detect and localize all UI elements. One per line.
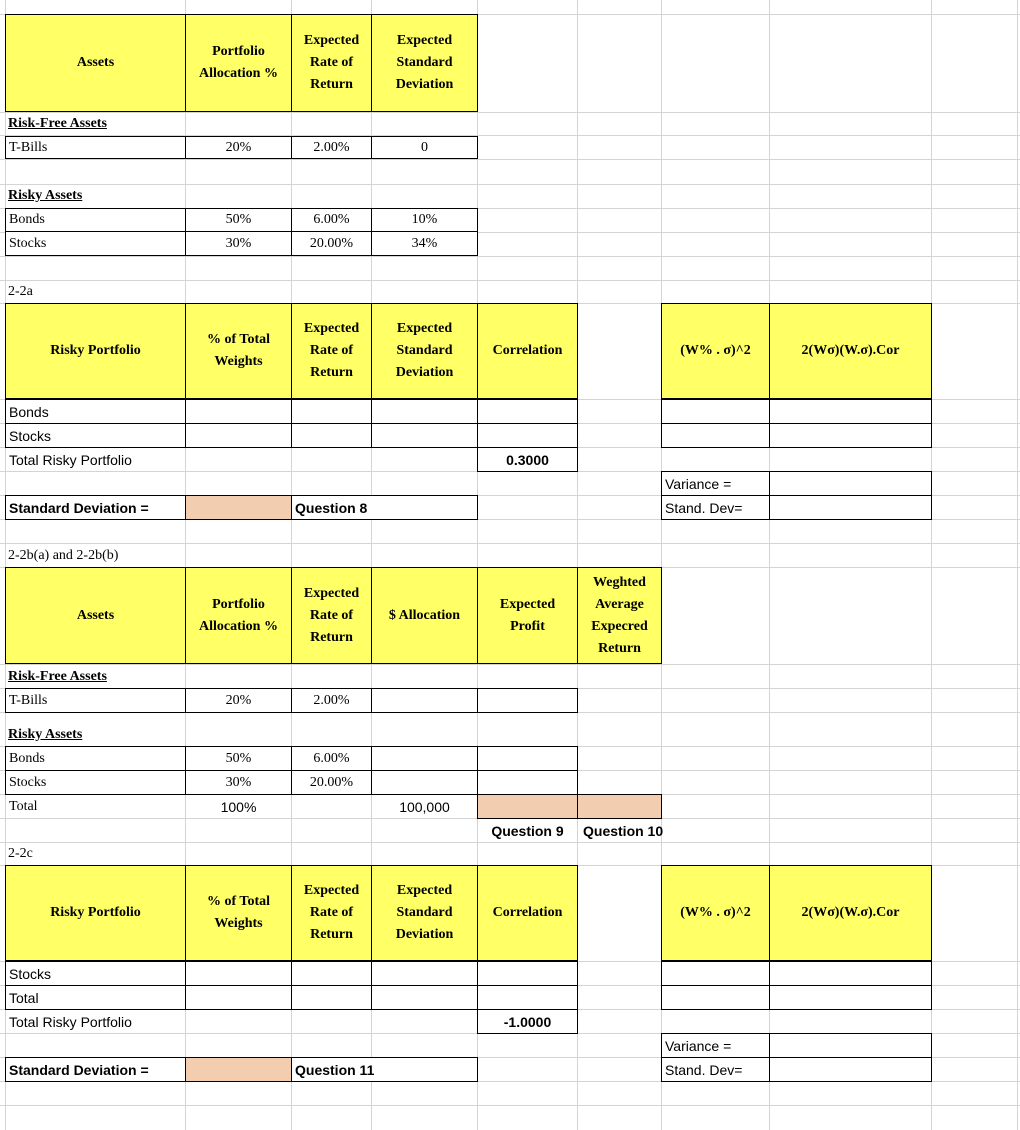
risk-free-assets-label: Risk-Free Assets <box>8 668 107 684</box>
header-text: Return <box>310 927 353 942</box>
header-text: Deviation <box>395 365 454 380</box>
header-expected-sd[interactable] <box>371 865 478 961</box>
std-dev-answer-cell[interactable] <box>185 495 292 520</box>
total-risky-portfolio-label: Total Risky Portfolio <box>9 451 132 468</box>
header-expected-sd[interactable] <box>371 14 478 112</box>
header-text: Expected <box>396 33 453 48</box>
question-11-label: Question 11 <box>291 1057 478 1082</box>
header-text: Standard <box>396 905 453 920</box>
question-10-label: Question 10 <box>583 822 664 839</box>
stocks-rate[interactable] <box>291 423 372 448</box>
tbills-allocation[interactable]: 20% <box>185 688 292 713</box>
stocks-label: Stocks <box>9 965 52 982</box>
header-risky-portfolio[interactable] <box>5 865 186 961</box>
header-correlation[interactable] <box>477 865 578 961</box>
header-text: % of Total <box>206 894 270 909</box>
header-risky-portfolio[interactable] <box>5 303 186 399</box>
stocks-sd[interactable]: 34% <box>371 231 478 256</box>
stocks-rate[interactable] <box>291 961 372 986</box>
tbills-rate[interactable]: 2.00% <box>291 688 372 713</box>
header-text: Return <box>598 640 641 656</box>
total-cov-term[interactable] <box>769 985 932 1010</box>
question-9-answer-cell[interactable] <box>477 794 578 819</box>
header-portfolio-allocation[interactable] <box>185 14 292 112</box>
header-expected-rate[interactable] <box>291 865 372 961</box>
header-text: Expected <box>303 321 360 336</box>
header-text: $ Allocation <box>388 607 461 623</box>
bonds-correlation[interactable] <box>477 399 578 424</box>
stocks-profit[interactable] <box>477 770 578 795</box>
header-text: Weights <box>214 916 263 931</box>
stocks-w-sigma-sq[interactable] <box>661 961 770 986</box>
header-text: Rate of <box>309 343 354 358</box>
header-w-sigma-squared[interactable] <box>661 865 770 961</box>
header-pct-total[interactable] <box>185 865 292 961</box>
gridline <box>0 159 1020 160</box>
correlation-value[interactable]: 0.3000 <box>477 447 578 472</box>
bonds-rate[interactable]: 6.00% <box>291 208 372 232</box>
stand-dev-value[interactable] <box>769 1057 932 1082</box>
header-text: Correlation <box>492 343 563 358</box>
header-expected-sd[interactable] <box>371 303 478 399</box>
header-text: Return <box>310 365 353 380</box>
header-text: Rate of <box>309 607 354 623</box>
bonds-allocation[interactable]: 50% <box>185 746 292 771</box>
stand-dev-value[interactable] <box>769 495 932 520</box>
gridline <box>0 1105 1020 1106</box>
header-text: Allocation % <box>199 618 278 634</box>
variance-label: Variance = <box>661 1033 770 1058</box>
stocks-correlation[interactable] <box>477 423 578 448</box>
bonds-label: Bonds <box>9 403 49 420</box>
header-text: Return <box>310 77 353 92</box>
risky-assets-label: Risky Assets <box>8 188 83 203</box>
tbills-profit[interactable] <box>477 688 578 713</box>
question-8-label: Question 8 <box>291 495 478 520</box>
total-sd[interactable] <box>371 985 478 1010</box>
header-text: 2(Wσ)(W.σ).Cor <box>801 343 900 358</box>
header-text: Rate of <box>309 905 354 920</box>
header-portfolio-allocation[interactable] <box>185 567 292 664</box>
variance-value[interactable] <box>769 1033 932 1058</box>
variance-label: Variance = <box>661 471 770 496</box>
gridline <box>0 256 1020 257</box>
bonds-dollar[interactable] <box>371 746 478 771</box>
std-dev-answer-cell[interactable] <box>185 1057 292 1082</box>
bonds-rate[interactable] <box>291 399 372 424</box>
risky-assets-label: Risky Assets <box>8 726 83 742</box>
header-assets[interactable] <box>5 567 186 664</box>
header-text: Expecred <box>591 618 648 634</box>
header-pct-total[interactable] <box>185 303 292 399</box>
stocks-sd[interactable] <box>371 423 478 448</box>
bonds-profit[interactable] <box>477 746 578 771</box>
header-dollar-allocation[interactable] <box>371 567 478 664</box>
header-expected-rate[interactable] <box>291 303 372 399</box>
bonds-allocation[interactable]: 50% <box>185 208 292 232</box>
header-text: Risky Portfolio <box>50 343 141 358</box>
total-label: Total <box>9 798 38 814</box>
bonds-rate[interactable]: 6.00% <box>291 746 372 771</box>
stocks-allocation[interactable]: 30% <box>185 231 292 256</box>
total-risky-portfolio-label: Total Risky Portfolio <box>9 1013 132 1030</box>
stand-dev-label: Stand. Dev= <box>661 1057 770 1082</box>
stocks-weight[interactable] <box>185 423 292 448</box>
header-covariance-term[interactable] <box>769 865 932 961</box>
std-dev-label: Standard Deviation = <box>5 1057 186 1082</box>
section-2b-label: 2-2b(a) and 2-2b(b) <box>8 547 119 563</box>
stocks-allocation[interactable]: 30% <box>185 770 292 795</box>
header-w-sigma-squared[interactable] <box>661 303 770 399</box>
bonds-label[interactable]: Bonds <box>5 208 186 232</box>
header-expected-profit[interactable] <box>477 567 578 664</box>
bonds-sd[interactable] <box>371 399 478 424</box>
header-text: Weghted <box>593 574 646 590</box>
header-text: Expected <box>396 321 453 336</box>
cell-box[interactable] <box>5 399 186 424</box>
question-9-label: Question 9 <box>491 822 564 839</box>
bonds-sd[interactable]: 10% <box>371 208 478 232</box>
tbills-sd[interactable]: 0 <box>371 136 478 159</box>
bonds-w-sigma-sq[interactable] <box>661 399 770 424</box>
header-text: 2(Wσ)(W.σ).Cor <box>801 905 900 920</box>
header-text: (W% . σ)^2 <box>680 343 751 358</box>
header-text: Expected <box>303 33 360 48</box>
total-w-sigma-sq[interactable] <box>661 985 770 1010</box>
header-text: Standard <box>396 343 453 358</box>
stocks-dollar[interactable] <box>371 770 478 795</box>
stocks-rate[interactable]: 20.00% <box>291 770 372 795</box>
header-text: Risky Portfolio <box>50 905 141 920</box>
stocks-cov-term[interactable] <box>769 961 932 986</box>
correlation-value[interactable]: -1.0000 <box>477 1009 578 1034</box>
header-expected-rate[interactable] <box>291 14 372 112</box>
header-text: Expected <box>396 883 453 898</box>
header-text: Weights <box>214 354 263 369</box>
stocks-label: Stocks <box>9 427 52 444</box>
bonds-cov-term[interactable] <box>769 399 932 424</box>
header-text: Portfolio <box>212 596 265 612</box>
header-text: Standard <box>396 55 453 70</box>
header-covariance-term[interactable] <box>769 303 932 399</box>
stocks-rate[interactable]: 20.00% <box>291 231 372 256</box>
section-2c-label: 2-2c <box>8 846 33 861</box>
stand-dev-label: Stand. Dev= <box>661 495 770 520</box>
header-weighted-return[interactable] <box>577 567 662 664</box>
total-label: Total <box>9 989 39 1006</box>
stocks-label[interactable]: Stocks <box>5 770 186 795</box>
total-dollar[interactable]: 100,000 <box>399 798 450 815</box>
std-dev-label: Standard Deviation = <box>5 495 186 520</box>
tbills-dollar[interactable] <box>371 688 478 713</box>
header-expected-rate[interactable] <box>291 567 372 664</box>
header-text: Profit <box>510 618 545 634</box>
total-allocation[interactable]: 100% <box>220 798 257 815</box>
stocks-correlation[interactable] <box>477 961 578 986</box>
stocks-weight[interactable] <box>185 961 292 986</box>
tbills-label[interactable]: T-Bills <box>5 136 186 159</box>
stocks-label[interactable]: Stocks <box>5 231 186 256</box>
tbills-rate[interactable]: 2.00% <box>291 136 372 159</box>
total-correlation[interactable] <box>477 985 578 1010</box>
header-assets[interactable] <box>5 14 186 112</box>
total-weight[interactable] <box>185 985 292 1010</box>
stocks-sd[interactable] <box>371 961 478 986</box>
tbills-label[interactable]: T-Bills <box>5 688 186 713</box>
header-text: Expected <box>499 596 556 612</box>
header-text: Expected <box>303 883 360 898</box>
bonds-label[interactable]: Bonds <box>5 746 186 771</box>
header-correlation[interactable] <box>477 303 578 399</box>
header-assets-label: Assets <box>76 55 115 70</box>
bonds-weight[interactable] <box>185 399 292 424</box>
tbills-allocation[interactable]: 20% <box>185 136 292 159</box>
header-text: Portfolio <box>212 44 265 59</box>
header-text: Assets <box>76 607 115 623</box>
header-text: Return <box>310 629 353 645</box>
header-text: Allocation % <box>199 66 278 81</box>
risk-free-assets-label: Risk-Free Assets <box>8 116 107 131</box>
header-text: % of Total <box>206 332 270 347</box>
stocks-w-sigma-sq[interactable] <box>661 423 770 448</box>
stocks-cov-term[interactable] <box>769 423 932 448</box>
header-text: Correlation <box>492 905 563 920</box>
header-text: Average <box>595 596 644 612</box>
header-text: (W% . σ)^2 <box>680 905 751 920</box>
header-text: Expected <box>303 585 360 601</box>
header-text: Rate of <box>309 55 354 70</box>
section-2a-label: 2-2a <box>8 284 33 299</box>
header-text: Deviation <box>395 77 454 92</box>
question-10-answer-cell[interactable] <box>577 794 662 819</box>
variance-value[interactable] <box>769 471 932 496</box>
total-rate[interactable] <box>291 985 372 1010</box>
header-text: Deviation <box>395 927 454 942</box>
